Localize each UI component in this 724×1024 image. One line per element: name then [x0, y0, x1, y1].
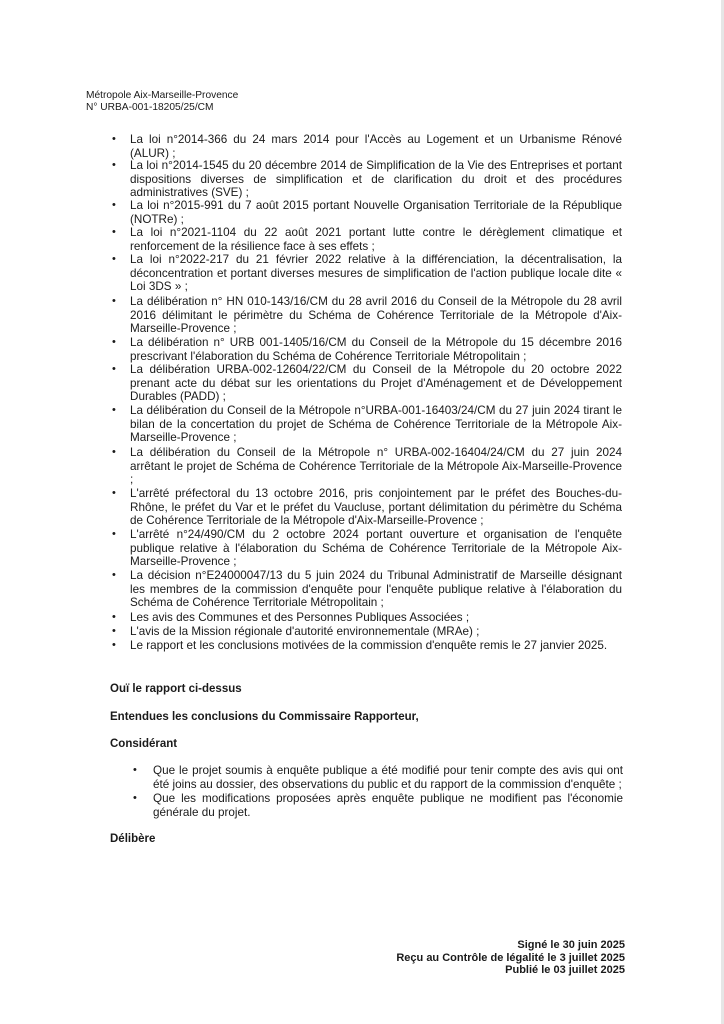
organization-name: Métropole Aix-Marseille-Provence	[86, 90, 239, 101]
bullet-icon: •	[112, 639, 116, 651]
list-item: • La délibération du Conseil de la Métropole n° URBA-002-16404/24/CM du 27 juin 2024 arrêtant le projet de Schéma de Cohérence Territoriale de la Métropole Aix-Marseille-Provence ;	[112, 446, 622, 487]
list-item: • La délibération URBA-002-12604/22/CM du Conseil de la Métropole du 20 octobre 2022 prenant acte du débat sur les orientations du Projet d'Aménagement et de Développement Durables (PADD) ;	[112, 363, 622, 404]
bullet-icon: •	[112, 199, 116, 211]
list-item: • L'avis de la Mission régionale d'autorité environnementale (MRAe) ;	[112, 625, 480, 638]
list-item: • L'arrêté n°24/490/CM du 2 octobre 2024 portant ouverture et organisation de l'enquête publique relative à l'élaboration du Schéma de Cohérence Territoriale de la Métropole Aix-Marseille-Provence ;	[112, 528, 622, 569]
bullet-icon: •	[112, 487, 116, 499]
list-item: • L'arrêté préfectoral du 13 octobre 2016, pris conjointement par le préfet des Bouches-du-Rhône, le préfet du Var et le préfet du Vaucluse, portant délimitation du périmètre du Schéma de Cohérence Territoriale de la Métropole d'Aix-Marseille-Provence ;	[112, 487, 622, 528]
considerant-item: • Que le projet soumis à enquête publique a été modifié pour tenir compte des avis qui ont été joins au dossier, des observations du public et du rapport de la commission d'enquête ;	[133, 764, 623, 791]
list-item: • La délibération n° URB 001-1405/16/CM du Conseil de la Métropole du 15 décembre 2016 prescrivant l'élaboration du Schéma de Cohérence Territoriale Métropolitain ;	[112, 336, 622, 363]
signature-block	[396, 939, 625, 977]
bullet-icon: •	[112, 253, 116, 265]
bullet-icon: •	[112, 611, 116, 623]
list-item: • Le rapport et les conclusions motivées de la commission d'enquête remis le 27 janvier 2025.	[112, 639, 608, 652]
heading-oui: Ouï le rapport ci-dessus	[110, 683, 242, 695]
bullet-icon: •	[112, 528, 116, 540]
bullet-icon: •	[112, 404, 116, 416]
heading-considerant: Considérant	[110, 738, 178, 750]
list-item: • La loi n°2022-217 du 21 février 2022 relative à la différenciation, la décentralisation, la déconcentration et portant diverses mesures de simplification de l'action publique locale dite « Loi 3DS » ;	[112, 253, 622, 294]
list-item: • La décision n°E24000047/13 du 5 juin 2024 du Tribunal Administratif de Marseille désignant les membres de la commission d'enquête pour l'enquête publique relative à l'élaboration du Schéma de Cohérence Territoriale Métropolitain ;	[112, 569, 622, 610]
bullet-icon: •	[112, 625, 116, 637]
bullet-icon: •	[112, 295, 116, 307]
bullet-icon: •	[112, 363, 116, 375]
list-item: • La loi n°2021-1104 du 22 août 2021 portant lutte contre le dérèglement climatique et renforcement de la résilience face à ses effets ;	[112, 226, 622, 253]
received-date: Reçu au Contrôle de légalité le 3 juillet 2025	[396, 951, 625, 964]
considerant-item: • Que les modifications proposées après enquête publique ne modifient pas l'économie générale du projet.	[133, 792, 623, 819]
list-item: • La délibération du Conseil de la Métropole n°URBA-001-16403/24/CM du 27 juin 2024 tirant le bilan de la concertation du projet de Schéma de Cohérence Territoriale de la Métropole Aix-Marseille-Provence ;	[112, 404, 622, 445]
list-item: • La loi n°2015-991 du 7 août 2015 portant Nouvelle Organisation Territoriale de la République (NOTRe) ;	[112, 199, 622, 226]
list-item: • La loi n°2014-1545 du 20 décembre 2014 de Simplification de la Vie des Entreprises et portant dispositions diverses de simplification et de clarification du droit et des procédures administratives (SVE) ;	[112, 159, 622, 200]
bullet-icon: •	[133, 764, 137, 776]
bullet-icon: •	[112, 159, 116, 171]
bullet-icon: •	[112, 569, 116, 581]
list-item: • La délibération n° HN 010-143/16/CM du 28 avril 2016 du Conseil de la Métropole du 28 avril 2016 délimitant le périmètre du Schéma de Cohérence Territoriale de la Métropole d'Aix-Marseille-Provence ;	[112, 295, 622, 336]
document-header	[86, 90, 238, 114]
heading-delibere: Délibère	[110, 833, 156, 845]
list-item: • La loi n°2014-366 du 24 mars 2014 pour l'Accès au Logement et un Urbanisme Rénové (ALUR) ;	[112, 133, 622, 160]
signed-date: Signé le 30 juin 2025	[517, 939, 625, 951]
bullet-icon: •	[133, 792, 137, 804]
bullet-icon: •	[112, 133, 116, 145]
heading-entendues: Entendues les conclusions du Commissaire Rapporteur,	[110, 711, 419, 723]
bullet-icon: •	[112, 226, 116, 238]
bullet-icon: •	[112, 446, 116, 458]
published-date: Publié le 03 juillet 2025	[505, 964, 625, 977]
list-item: • Les avis des Communes et des Personnes Publiques Associées ;	[112, 611, 470, 624]
bullet-icon: •	[112, 336, 116, 348]
document-reference: N° URBA-001-18205/25/CM	[86, 102, 214, 113]
